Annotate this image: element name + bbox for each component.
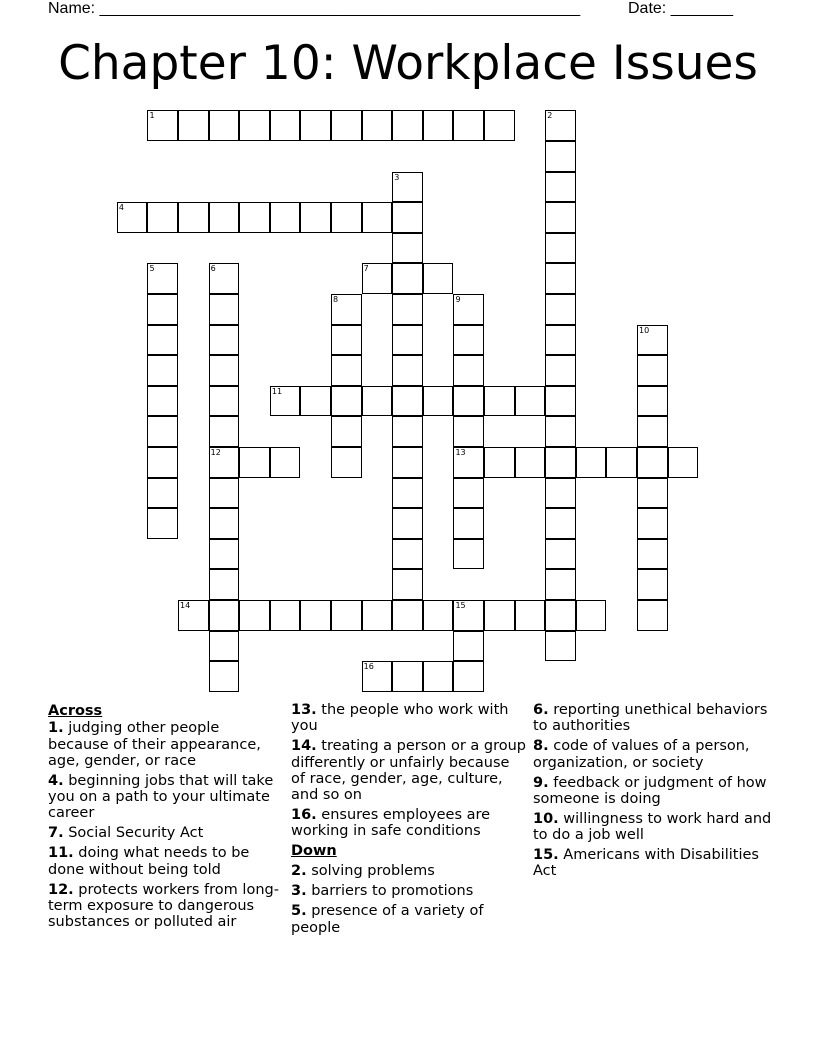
crossword-cell[interactable] — [545, 539, 576, 570]
clue-text: judging other people because of their appearance, age, gender, or race — [48, 720, 261, 769]
clue-text: reporting unethical behaviors to authorities — [533, 702, 768, 735]
cell-number: 7 — [363, 264, 369, 274]
crossword-cell[interactable] — [637, 508, 668, 539]
cell-number: 6 — [210, 264, 216, 274]
crossword-cell[interactable] — [423, 263, 454, 294]
crossword-cell[interactable] — [545, 569, 576, 600]
cell-number: 3 — [394, 172, 400, 182]
across-clue-11 — [48, 845, 283, 878]
crossword-cell[interactable] — [147, 202, 178, 233]
clue-text: the people who work with you — [291, 702, 509, 735]
crossword-cell[interactable] — [545, 172, 576, 203]
crossword-cell[interactable] — [147, 416, 178, 447]
clue-number: 5. — [291, 903, 307, 920]
crossword-cell[interactable] — [300, 110, 331, 141]
clue-text: solving problems — [311, 863, 435, 880]
crossword-cell[interactable] — [147, 447, 178, 478]
crossword-cell[interactable] — [423, 386, 454, 417]
crossword-cell[interactable] — [209, 600, 240, 631]
cell-number: 15 — [455, 600, 466, 610]
cell-number: 12 — [210, 447, 221, 457]
crossword-cell[interactable] — [392, 478, 423, 509]
down-clue-9 — [533, 775, 773, 808]
crossword-cell[interactable] — [300, 202, 331, 233]
crossword-cell[interactable] — [239, 447, 270, 478]
crossword-cell[interactable] — [484, 447, 515, 478]
crossword-cell[interactable] — [147, 263, 178, 294]
clue-text: ensures employees are working in safe conditions — [291, 807, 491, 840]
crossword-cell[interactable] — [545, 600, 576, 631]
crossword-cell[interactable] — [392, 325, 423, 356]
crossword-cell[interactable] — [484, 110, 515, 141]
crossword-cell[interactable] — [453, 325, 484, 356]
crossword-cell[interactable] — [392, 263, 423, 294]
clue-text: doing what needs to be done without being told — [48, 845, 250, 878]
clues-column-3 — [533, 702, 773, 883]
crossword-cell[interactable] — [209, 110, 240, 141]
crossword-cell[interactable] — [484, 386, 515, 417]
crossword-cell[interactable] — [178, 600, 209, 631]
clue-number: 7. — [48, 825, 64, 842]
crossword-cell[interactable] — [423, 661, 454, 692]
down-clue-15 — [533, 847, 773, 880]
crossword-cell[interactable] — [545, 508, 576, 539]
crossword-cell[interactable] — [545, 141, 576, 172]
cell-number: 4 — [118, 203, 124, 213]
crossword-cell[interactable] — [453, 416, 484, 447]
crossword-cell[interactable] — [178, 110, 209, 141]
crossword-cell[interactable] — [545, 355, 576, 386]
clue-text: treating a person or a group differently or unfairly because of race, gender, age, culture, and so on — [291, 738, 527, 804]
crossword-cell[interactable] — [300, 600, 331, 631]
crossword-cell[interactable] — [209, 447, 240, 478]
crossword-cell[interactable] — [362, 110, 393, 141]
clue-number: 8. — [533, 738, 549, 755]
crossword-cell[interactable] — [392, 202, 423, 233]
crossword-cell[interactable] — [637, 478, 668, 509]
cell-number: 5 — [149, 264, 155, 274]
cell-number: 1 — [149, 111, 155, 121]
across-clue-4 — [48, 773, 283, 822]
clue-text: protects workers from long-term exposure to dangerous substances or polluted air — [48, 881, 279, 931]
crossword-cell[interactable] — [209, 355, 240, 386]
clue-number: 4. — [48, 772, 64, 789]
cell-number: 14 — [180, 600, 191, 610]
cell-number: 10 — [639, 325, 650, 335]
page-title: Chapter 10: Workplace Issues — [58, 36, 758, 91]
crossword-cell[interactable] — [147, 325, 178, 356]
across-heading: Across — [48, 703, 103, 719]
clue-number: 1. — [48, 720, 64, 737]
crossword-cell[interactable] — [178, 202, 209, 233]
crossword-cell[interactable] — [209, 631, 240, 662]
clue-number: 12. — [48, 881, 74, 898]
clue-number: 3. — [291, 883, 307, 900]
crossword-cell[interactable] — [331, 447, 362, 478]
crossword-cell[interactable] — [270, 110, 301, 141]
crossword-cell[interactable] — [147, 508, 178, 539]
crossword-cell[interactable] — [362, 386, 393, 417]
crossword-cell[interactable] — [331, 202, 362, 233]
crossword-cell[interactable] — [331, 386, 362, 417]
across-clue-14 — [291, 738, 526, 803]
crossword-cell[interactable] — [270, 386, 301, 417]
clue-text: presence of a variety of people — [291, 903, 484, 936]
crossword-cell[interactable] — [423, 600, 454, 631]
crossword-cell[interactable] — [392, 447, 423, 478]
crossword-cell[interactable] — [484, 600, 515, 631]
crossword-cell[interactable] — [637, 447, 668, 478]
crossword-cell[interactable] — [209, 478, 240, 509]
crossword-cell[interactable] — [392, 172, 423, 203]
crossword-cell[interactable] — [209, 569, 240, 600]
crossword-cell[interactable] — [453, 539, 484, 570]
crossword-cell[interactable] — [545, 294, 576, 325]
crossword-cell[interactable] — [453, 508, 484, 539]
crossword-cell[interactable] — [545, 631, 576, 662]
clue-text: Americans with Disabilities Act — [533, 847, 759, 880]
crossword-cell[interactable] — [392, 386, 423, 417]
across-clue-16 — [291, 807, 526, 840]
clue-text: Social Security Act — [68, 825, 204, 842]
crossword-cell[interactable] — [392, 294, 423, 325]
crossword-cell[interactable] — [270, 600, 301, 631]
crossword-cell[interactable] — [515, 447, 546, 478]
cell-number: 13 — [455, 447, 466, 457]
clue-number: 13. — [291, 702, 317, 718]
crossword-cell[interactable] — [331, 600, 362, 631]
crossword-cell[interactable] — [362, 263, 393, 294]
down-heading: Down — [291, 843, 337, 860]
crossword-cell[interactable] — [637, 325, 668, 356]
crossword-cell[interactable] — [606, 447, 637, 478]
crossword-cell[interactable] — [545, 233, 576, 264]
crossword-cell[interactable] — [331, 294, 362, 325]
crossword-cell[interactable] — [239, 110, 270, 141]
down-clue-6 — [533, 702, 773, 735]
clue-text: willingness to work hard and to do a job well — [533, 810, 772, 844]
across-clue-1 — [48, 720, 283, 769]
clue-number: 2. — [291, 863, 307, 880]
crossword-cell[interactable] — [453, 478, 484, 509]
clue-number: 14. — [291, 738, 317, 755]
crossword-cell[interactable] — [515, 386, 546, 417]
crossword-cell[interactable] — [392, 661, 423, 692]
crossword-cell[interactable] — [331, 110, 362, 141]
down-clue-3 — [291, 883, 526, 899]
crossword-cell[interactable] — [453, 294, 484, 325]
crossword-cell[interactable] — [545, 263, 576, 294]
cell-number: 8 — [333, 294, 339, 304]
crossword-cell[interactable] — [147, 110, 178, 141]
crossword-cell[interactable] — [545, 202, 576, 233]
clue-text: barriers to promotions — [311, 883, 474, 900]
cell-number: 16 — [363, 662, 374, 672]
crossword-cell[interactable] — [576, 447, 607, 478]
across-clue-13 — [291, 702, 526, 735]
crossword-cell[interactable] — [392, 569, 423, 600]
crossword-cell[interactable] — [239, 202, 270, 233]
crossword-cell[interactable] — [453, 661, 484, 692]
clue-text: feedback or judgment of how someone is doing — [533, 774, 767, 807]
crossword-cell[interactable] — [300, 386, 331, 417]
crossword-cell[interactable] — [545, 325, 576, 356]
crossword-cell[interactable] — [239, 600, 270, 631]
crossword-cell[interactable] — [147, 294, 178, 325]
crossword-cell[interactable] — [637, 386, 668, 417]
crossword-cell[interactable] — [209, 416, 240, 447]
crossword-cell[interactable] — [362, 661, 393, 692]
crossword-cell[interactable] — [209, 539, 240, 570]
crossword-cell[interactable] — [453, 355, 484, 386]
crossword-cell[interactable] — [147, 355, 178, 386]
crossword-cell[interactable] — [515, 600, 546, 631]
clues-column-1 — [48, 702, 283, 934]
across-clue-12 — [48, 882, 283, 931]
crossword-cell[interactable] — [209, 325, 240, 356]
crossword-cell[interactable] — [637, 600, 668, 631]
down-clue-10 — [533, 811, 773, 844]
crossword-cell[interactable] — [392, 600, 423, 631]
crossword-cell[interactable] — [362, 202, 393, 233]
crossword-cell[interactable] — [453, 386, 484, 417]
clue-number: 10. — [533, 810, 559, 827]
down-clue-5 — [291, 903, 526, 936]
crossword-cell[interactable] — [453, 631, 484, 662]
crossword-cell[interactable] — [331, 416, 362, 447]
crossword-cell[interactable] — [545, 447, 576, 478]
crossword-cell[interactable] — [668, 447, 699, 478]
crossword-cell[interactable] — [147, 386, 178, 417]
crossword-cell[interactable] — [453, 600, 484, 631]
clue-number: 15. — [533, 847, 559, 864]
crossword-cell[interactable] — [331, 325, 362, 356]
clue-number: 16. — [291, 807, 317, 824]
clues-column-2 — [291, 702, 526, 940]
crossword-cell[interactable] — [270, 202, 301, 233]
down-clue-2 — [291, 863, 526, 879]
across-clue-7 — [48, 825, 283, 841]
crossword-cell[interactable] — [392, 233, 423, 264]
crossword-cell[interactable] — [270, 447, 301, 478]
cell-number: 2 — [547, 111, 553, 121]
crossword-cell[interactable] — [637, 355, 668, 386]
crossword-cell[interactable] — [545, 416, 576, 447]
crossword-cell[interactable] — [117, 202, 148, 233]
clue-text: beginning jobs that will take you on a path to your ultimate career — [48, 772, 274, 822]
crossword-cell[interactable] — [209, 263, 240, 294]
clue-number: 6. — [533, 702, 549, 718]
crossword-cell[interactable] — [209, 294, 240, 325]
crossword-cell[interactable] — [453, 110, 484, 141]
crossword-cell[interactable] — [331, 355, 362, 386]
clue-text: code of values of a person, organization, or society — [533, 738, 750, 771]
crossword-cell[interactable] — [637, 416, 668, 447]
crossword-cell[interactable] — [545, 386, 576, 417]
crossword-cell[interactable] — [147, 478, 178, 509]
crossword-cell[interactable] — [209, 202, 240, 233]
cell-number: 9 — [455, 294, 461, 304]
crossword-cell[interactable] — [392, 110, 423, 141]
crossword-cell[interactable] — [362, 600, 393, 631]
crossword-cell[interactable] — [423, 110, 454, 141]
crossword-cell[interactable] — [576, 600, 607, 631]
crossword-cell[interactable] — [392, 539, 423, 570]
crossword-cell[interactable] — [637, 569, 668, 600]
crossword-cell[interactable] — [392, 355, 423, 386]
crossword-cell[interactable] — [392, 508, 423, 539]
crossword-cell[interactable] — [392, 416, 423, 447]
down-clue-8 — [533, 738, 773, 771]
crossword-cell[interactable] — [453, 447, 484, 478]
crossword-cell[interactable] — [209, 386, 240, 417]
cell-number: 11 — [271, 386, 283, 396]
crossword-cell[interactable] — [545, 478, 576, 509]
crossword-cell[interactable] — [545, 110, 576, 141]
crossword-cell[interactable] — [209, 661, 240, 692]
name-field-label: Name: ______________________________________________________ — [48, 0, 581, 17]
clue-number: 11. — [48, 845, 74, 862]
clue-number: 9. — [533, 774, 549, 791]
crossword-cell[interactable] — [637, 539, 668, 570]
crossword-cell[interactable] — [209, 508, 240, 539]
date-field-label: Date: _______ — [628, 0, 733, 17]
